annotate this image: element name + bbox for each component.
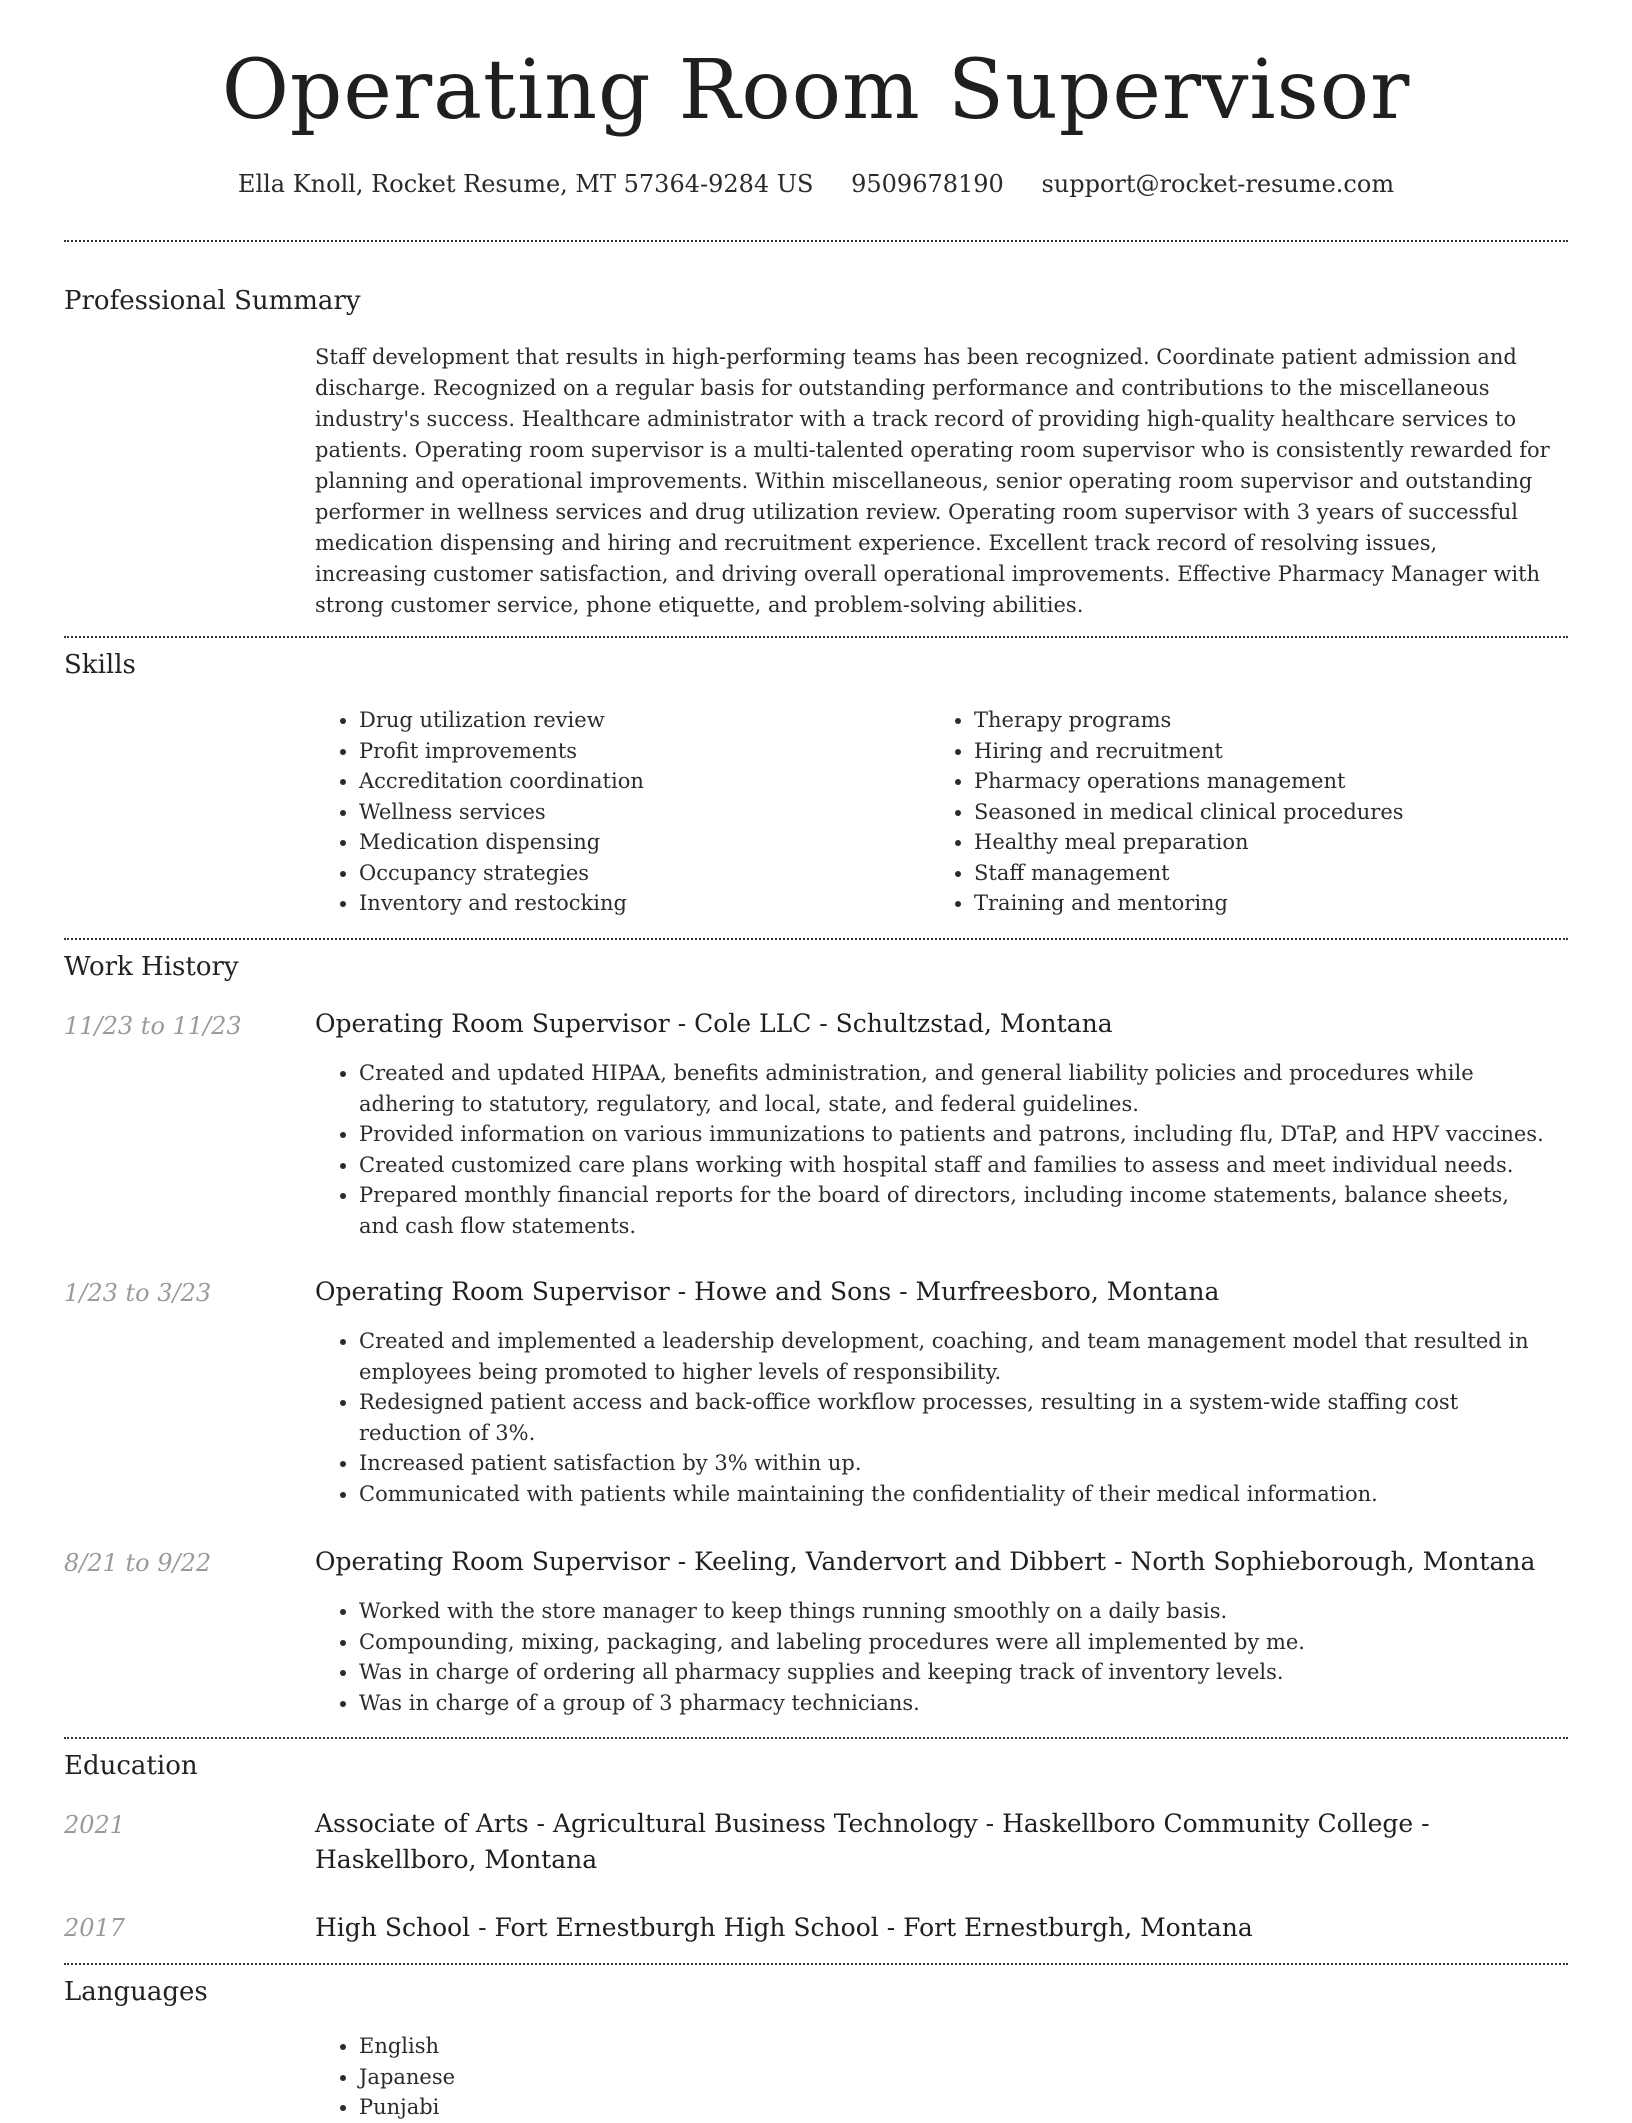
skill-item: • Occupancy strategies (359, 858, 915, 889)
job-bullets (315, 1058, 1555, 1241)
skill-item: • Inventory and restocking (359, 888, 915, 919)
job-title: Operating Room Supervisor - Howe and Sons - Murfreesboro, Montana (315, 1277, 1220, 1306)
contact-phone: 9509678190 (851, 170, 1004, 198)
job-dates: 11/23 to 11/23 (64, 1012, 242, 1040)
skill-item: • Accreditation coordination (359, 766, 915, 797)
language-item: • English (359, 2031, 915, 2062)
section-divider (64, 240, 1568, 242)
job-bullets (315, 1596, 1555, 1718)
skill-item: • Medication dispensing (359, 827, 915, 858)
job-bullet: • Communicated with patients while maintaining the confidentiality of their medical information. (359, 1479, 1555, 1510)
job-bullet: • Provided information on various immunizations to patients and patrons, including flu, DTaP, and HPV vaccines. (359, 1119, 1555, 1150)
job-title: Operating Room Supervisor - Keeling, Vandervort and Dibbert - North Sophieborough, Montana (315, 1547, 1536, 1576)
skill-item: • Healthy meal preparation (974, 827, 1530, 858)
skills-column-left (315, 705, 915, 919)
skills-column-right (930, 705, 1530, 919)
section-divider (64, 1737, 1568, 1739)
job-bullets (315, 1326, 1555, 1509)
work-history-title: Work History (64, 952, 239, 982)
skill-item: • Training and mentoring (974, 888, 1530, 919)
languages-title: Languages (64, 1977, 208, 2007)
skills-title: Skills (64, 650, 136, 680)
job-bullet: • Created and updated HIPAA, benefits administration, and general liability policies and procedures while adhering to statutory, regulatory, and local, state, and federal guidelines. (359, 1058, 1555, 1119)
section-divider (64, 636, 1568, 638)
job-bullet: • Compounding, mixing, packaging, and labeling procedures were all implemented by me. (359, 1627, 1555, 1658)
contact-email: support@rocket-resume.com (1041, 170, 1395, 198)
education-title-line: Associate of Arts - Agricultural Business Technology - Haskellboro Community College - Haskellboro, Montana (315, 1809, 1430, 1874)
language-item: • Japanese (359, 2062, 915, 2093)
job-dates: 1/23 to 3/23 (64, 1279, 212, 1307)
job-bullet: • Increased patient satisfaction by 3% within up. (359, 1448, 1555, 1479)
language-item: • Punjabi (359, 2092, 915, 2123)
skill-item: • Therapy programs (974, 705, 1530, 736)
job-bullet: • Prepared monthly financial reports for the board of directors, including income statements, balance sheets, and cash flow statements. (359, 1180, 1555, 1241)
job-bullet: • Was in charge of a group of 3 pharmacy technicians. (359, 1688, 1555, 1719)
job-bullet: • Created customized care plans working with hospital staff and families to assess and meet individual needs. (359, 1150, 1555, 1181)
job-title: Operating Room Supervisor - Cole LLC - Schultzstad, Montana (315, 1009, 1113, 1038)
skill-item: • Drug utilization review (359, 705, 915, 736)
skill-item: • Seasoned in medical clinical procedures (974, 797, 1530, 828)
education-title-line: High School - Fort Ernestburgh High School - Fort Ernestburgh, Montana (315, 1913, 1253, 1942)
job-bullet: • Was in charge of ordering all pharmacy supplies and keeping track of inventory levels. (359, 1657, 1555, 1688)
summary-title: Professional Summary (64, 286, 361, 316)
skill-item: • Staff management (974, 858, 1530, 889)
languages-list (315, 2031, 915, 2123)
contact-address: Ella Knoll, Rocket Resume, MT 57364-9284 US (237, 170, 814, 198)
section-divider (64, 1963, 1568, 1965)
summary-text: Staff development that results in high-performing teams has been recognized. Coordinate patient admission and discharge. Recognized on a regular basis for outstanding performance and contributions to the miscellaneous industry's success. Healthcare administrator with a track record of providing high-quality healthcare services to patients. Operating room supervisor is a multi-talented operating room supervisor who is consistently rewarded for planning and operational improvements. Within miscellaneous, senior operating room supervisor and outstanding performer in wellness services and drug utilization review. Operating room supervisor with 3 years of successful medication dispensing and hiring and recruitment experience. Excellent track record of resolving issues, increasing customer satisfaction, and driving overall operational improvements. Effective Pharmacy Manager with strong customer service, phone etiquette, and problem-solving abilities. (315, 345, 1550, 617)
skill-item: • Pharmacy operations management (974, 766, 1530, 797)
resume-name: Operating Room Supervisor (221, 43, 1411, 138)
skill-item: • Wellness services (359, 797, 915, 828)
contact-line (0, 172, 1632, 196)
education-year: 2021 (64, 1811, 126, 1839)
skill-item: • Hiring and recruitment (974, 736, 1530, 767)
job-bullet: • Worked with the store manager to keep things running smoothly on a daily basis. (359, 1596, 1555, 1627)
education-title: Education (64, 1751, 198, 1781)
job-dates: 8/21 to 9/22 (64, 1549, 212, 1577)
job-bullet: • Created and implemented a leadership development, coaching, and team management model that resulted in employees being promoted to higher levels of responsibility. (359, 1326, 1555, 1387)
job-bullet: • Redesigned patient access and back-office workflow processes, resulting in a system-wide staffing cost reduction of 3%. (359, 1387, 1555, 1448)
skill-item: • Profit improvements (359, 736, 915, 767)
section-divider (64, 938, 1568, 940)
education-year: 2017 (64, 1914, 126, 1942)
